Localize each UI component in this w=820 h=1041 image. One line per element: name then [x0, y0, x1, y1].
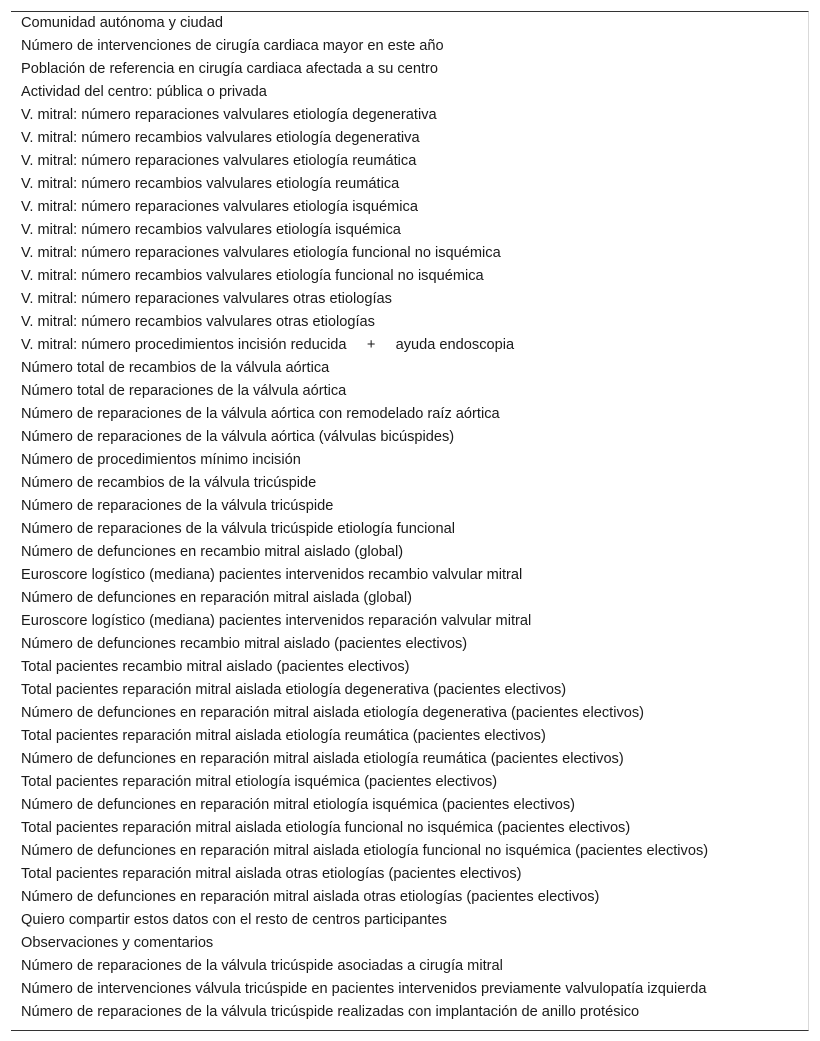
table-row	[11, 1001, 808, 1024]
table-row	[11, 242, 808, 265]
table-row	[11, 81, 808, 104]
table-row	[11, 495, 808, 518]
table-cell: Número de defunciones en reparación mitral aislada etiología funcional no isquémica (pacientes electivos)	[21, 843, 709, 859]
table-cell: Número de reparaciones de la válvula tricúspide	[21, 498, 334, 514]
table-row	[11, 449, 808, 472]
table-row	[11, 932, 808, 955]
table-row	[11, 817, 808, 840]
table-cell: V. mitral: número reparaciones valvulares etiología degenerativa	[21, 107, 437, 123]
table-cell: Actividad del centro: pública o privada	[21, 84, 267, 100]
table-cell: V. mitral: número procedimientos incisión reducida + ayuda endoscopia	[21, 337, 515, 353]
table-row	[11, 150, 808, 173]
table-cell: Número de defunciones en reparación mitral etiología isquémica (pacientes electivos)	[21, 797, 576, 813]
table-cell: V. mitral: número reparaciones valvulares etiología reumática	[21, 153, 417, 169]
table-cell: Número de intervenciones válvula tricúspide en pacientes intervenidos previamente valvulopatía izquierda	[21, 981, 707, 997]
table-cell: Total pacientes reparación mitral aislada etiología degenerativa (pacientes electivos)	[21, 682, 567, 698]
table-row	[11, 771, 808, 794]
table-row	[11, 679, 808, 702]
table-row	[11, 840, 808, 863]
variables-table-body	[11, 12, 808, 1024]
table-cell: Número de defunciones en reparación mitral aislada otras etiologías (pacientes electivos)	[21, 889, 600, 905]
table-row	[11, 702, 808, 725]
table-cell: V. mitral: número reparaciones valvulares etiología isquémica	[21, 199, 418, 215]
table-cell: Total pacientes reparación mitral aislada etiología reumática (pacientes electivos)	[21, 728, 546, 744]
variables-table-container	[11, 11, 809, 1031]
table-row	[11, 426, 808, 449]
table-row	[11, 219, 808, 242]
table-row	[11, 173, 808, 196]
table-row	[11, 127, 808, 150]
table-cell: Quiero compartir estos datos con el resto de centros participantes	[21, 912, 447, 928]
table-cell: Euroscore logístico (mediana) pacientes intervenidos recambio valvular mitral	[21, 567, 523, 583]
table-cell: Número de defunciones en recambio mitral aislado (global)	[21, 544, 404, 560]
table-cell: Total pacientes reparación mitral etiología isquémica (pacientes electivos)	[21, 774, 498, 790]
table-row	[11, 587, 808, 610]
table-cell: V. mitral: número reparaciones valvulares otras etiologías	[21, 291, 392, 307]
table-row	[11, 978, 808, 1001]
table-row	[11, 725, 808, 748]
table-cell: Número de defunciones en reparación mitral aislada etiología degenerativa (pacientes electivos)	[21, 705, 645, 721]
table-row	[11, 288, 808, 311]
table-cell: Número de defunciones en reparación mitral aislada (global)	[21, 590, 413, 606]
table-row	[11, 334, 808, 357]
table-row	[11, 104, 808, 127]
table-row	[11, 909, 808, 932]
table-row	[11, 472, 808, 495]
table-row	[11, 403, 808, 426]
table-cell: Número de reparaciones de la válvula tricúspide realizadas con implantación de anillo protésico	[21, 1004, 640, 1020]
table-cell: Número total de reparaciones de la válvula aórtica	[21, 383, 347, 399]
table-cell: Número de intervenciones de cirugía cardiaca mayor en este año	[21, 38, 444, 54]
table-row	[11, 380, 808, 403]
table-cell: Comunidad autónoma y ciudad	[21, 15, 224, 31]
table-cell: V. mitral: número recambios valvulares etiología degenerativa	[21, 130, 420, 146]
table-row	[11, 541, 808, 564]
table-row	[11, 633, 808, 656]
table-row	[11, 863, 808, 886]
table-cell: Total pacientes recambio mitral aislado (pacientes electivos)	[21, 659, 410, 675]
table-cell: Total pacientes reparación mitral aislada etiología funcional no isquémica (pacientes electivos)	[21, 820, 631, 836]
table-cell: Número de procedimientos mínimo incisión	[21, 452, 301, 468]
table-row	[11, 518, 808, 541]
table-cell: Número de defunciones recambio mitral aislado (pacientes electivos)	[21, 636, 468, 652]
table-row	[11, 265, 808, 288]
table-cell: Número de reparaciones de la válvula tricúspide etiología funcional	[21, 521, 456, 537]
table-cell: V. mitral: número reparaciones valvulares etiología funcional no isquémica	[21, 245, 501, 261]
table-row	[11, 357, 808, 380]
table-row	[11, 794, 808, 817]
table-row	[11, 955, 808, 978]
table-cell: Total pacientes reparación mitral aislada otras etiologías (pacientes electivos)	[21, 866, 522, 882]
table-row	[11, 748, 808, 771]
table-cell: Número de recambios de la válvula tricúspide	[21, 475, 317, 491]
table-row	[11, 610, 808, 633]
table-row	[11, 35, 808, 58]
table-row	[11, 58, 808, 81]
table-row	[11, 564, 808, 587]
table-row	[11, 12, 808, 35]
table-cell: Número de reparaciones de la válvula aórtica con remodelado raíz aórtica	[21, 406, 500, 422]
table-cell: Euroscore logístico (mediana) pacientes intervenidos reparación valvular mitral	[21, 613, 532, 629]
table-cell: V. mitral: número recambios valvulares etiología isquémica	[21, 222, 401, 238]
table-cell: V. mitral: número recambios valvulares etiología funcional no isquémica	[21, 268, 484, 284]
table-cell: Número total de recambios de la válvula aórtica	[21, 360, 330, 376]
variables-table	[11, 12, 808, 1024]
table-row	[11, 311, 808, 334]
table-row	[11, 196, 808, 219]
table-cell: Población de referencia en cirugía cardiaca afectada a su centro	[21, 61, 438, 77]
table-row	[11, 886, 808, 909]
table-cell: Número de reparaciones de la válvula aórtica (válvulas bicúspides)	[21, 429, 455, 445]
table-cell: V. mitral: número recambios valvulares otras etiologías	[21, 314, 375, 330]
table-cell: V. mitral: número recambios valvulares etiología reumática	[21, 176, 400, 192]
table-cell: Número de reparaciones de la válvula tricúspide asociadas a cirugía mitral	[21, 958, 503, 974]
table-cell: Número de defunciones en reparación mitral aislada etiología reumática (pacientes electivos)	[21, 751, 624, 767]
table-cell: Observaciones y comentarios	[21, 935, 214, 951]
table-row	[11, 656, 808, 679]
